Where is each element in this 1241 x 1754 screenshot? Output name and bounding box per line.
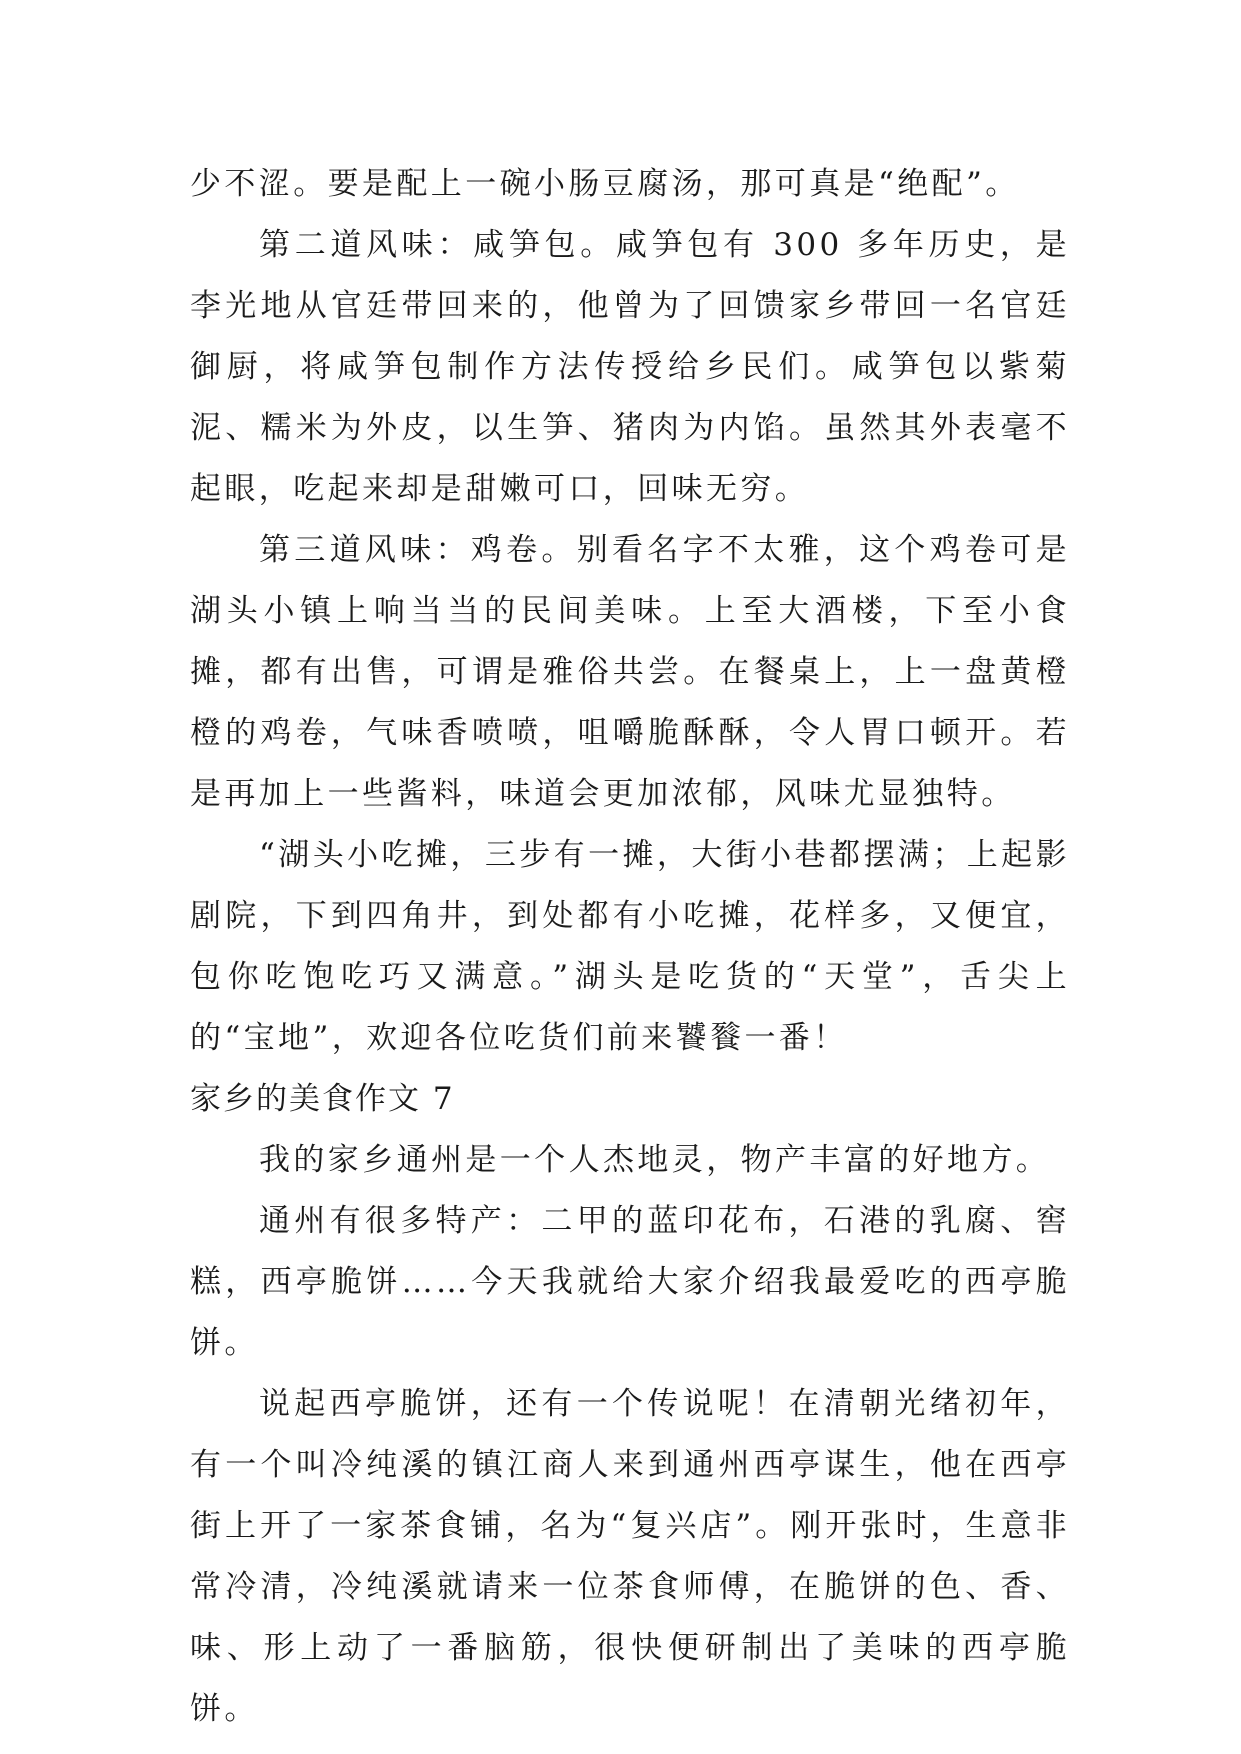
section-heading: 家乡的美食作文 7 [190, 1081, 455, 1117]
paragraph-legend: 说起西亭脆饼，还有一个传说呢！在清朝光绪初年，有一个叫冷纯溪的镇江商人来到通州西亭谋生，他在西亭街上开了一家茶食铺，名为“复兴店”。刚开张时，生意非常冷清，冷纯溪就请来一位茶食师傅，在脆饼的色、香、味、形上动了一番脑筋，很快便研制出了美味的西亭脆饼。 [190, 1386, 1070, 1727]
paragraph-specialties: 通州有很多特产：二甲的蓝印花布，石港的乳腐、窖糕，西亭脆饼……今天我就给大家介绍我最爱吃的西亭脆饼。 [190, 1203, 1070, 1361]
paragraph-continuation: 少不涩。要是配上一碗小肠豆腐汤，那可真是“绝配”。 [190, 166, 1020, 202]
paragraph-snack-rhyme: “湖头小吃摊，三步有一摊，大街小巷都摆满；上起影剧院，下到四角井，到处都有小吃摊，花样多，又便宜，包你吃饱吃巧又满意。”湖头是吃货的“天堂”，舌尖上的“宝地”，欢迎各位吃货们前来饕餮一番！ [190, 837, 1070, 1056]
paragraph-chicken-roll: 第三道风味：鸡卷。别看名字不太雅，这个鸡卷可是湖头小镇上响当当的民间美味。上至大酒楼，下至小食摊，都有出售，可谓是雅俗共尝。在餐桌上，上一盘黄橙橙的鸡卷，气味香喷喷，咀嚼脆酥酥，令人胃口顿开。若是再加上一些酱料，味道会更加浓郁，风味尤显独特。 [190, 532, 1070, 812]
paragraph-hometown-intro: 我的家乡通州是一个人杰地灵，物产丰富的好地方。 [259, 1142, 1051, 1178]
document-body [190, 154, 1070, 1740]
paragraph-salted-bamboo-bun: 第二道风味：咸笋包。咸笋包有 300 多年历史，是李光地从官廷带回来的，他曾为了回馈家乡带回一名官廷御厨，将咸笋包制作方法传授给乡民们。咸笋包以紫菊泥、糯米为外皮，以生笋、猪肉为内馅。虽然其外表毫不起眼，吃起来却是甜嫩可口，回味无穷。 [190, 227, 1070, 507]
